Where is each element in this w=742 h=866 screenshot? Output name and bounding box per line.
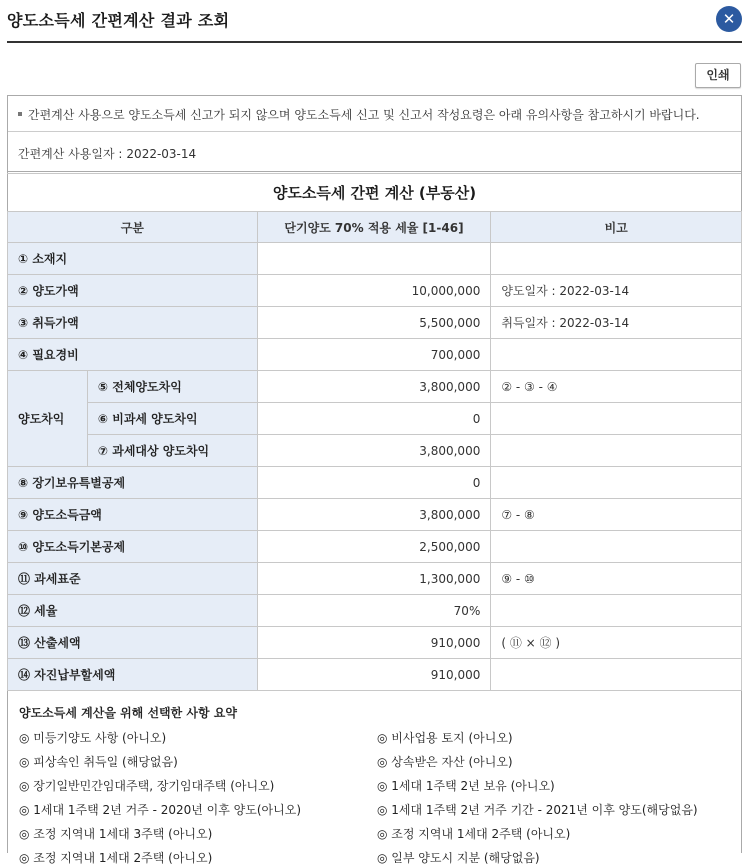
row-value: 3,800,000: [257, 499, 491, 531]
header-category: 구분: [8, 212, 258, 243]
table-row: [8, 371, 742, 403]
summary-list: [19, 729, 741, 866]
row-value: 910,000: [257, 659, 491, 691]
table-title: 양도소득세 간편 계산 (부동산): [8, 174, 742, 212]
bullet-icon: [18, 112, 22, 116]
dialog-header: [0, 0, 742, 44]
row-value: 3,800,000: [257, 371, 491, 403]
row-label: ① 소재지: [8, 243, 258, 275]
row-value: 5,500,000: [257, 307, 491, 339]
row-note: [491, 531, 742, 563]
summary-item: ◎ 일부 양도시 지분 (해당없음): [377, 851, 540, 865]
row-label: ⑨ 양도소득금액: [8, 499, 258, 531]
print-button[interactable]: 인쇄: [695, 63, 741, 88]
table-row: [8, 243, 742, 275]
dialog-title: 양도소득세 간편계산 결과 조회: [7, 11, 230, 30]
table-row: [8, 595, 742, 627]
row-label: ⑬ 산출세액: [8, 627, 258, 659]
row-label: ③ 취득가액: [8, 307, 258, 339]
summary-item: ◎ 1세대 1주택 2년 보유 (아니오): [377, 779, 555, 793]
row-note: [491, 595, 742, 627]
row-note: 취득일자 : 2022-03-14: [491, 307, 742, 339]
summary-item: ◎ 상속받은 자산 (아니오): [377, 755, 513, 769]
table-row: [8, 339, 742, 371]
row-note: [491, 339, 742, 371]
header-divider: [7, 41, 742, 43]
row-label: ⑭ 자진납부할세액: [8, 659, 258, 691]
summary-item: ◎ 1세대 1주택 2년 거주 - 2020년 이후 양도(아니오): [19, 803, 302, 817]
row-note: [491, 435, 742, 467]
row-label: ② 양도가액: [8, 275, 258, 307]
row-value: 10,000,000: [257, 275, 491, 307]
row-note: 양도일자 : 2022-03-14: [491, 275, 742, 307]
row-label: ④ 필요경비: [8, 339, 258, 371]
use-date-value: 2022-03-14: [126, 147, 197, 161]
row-value: [257, 243, 491, 275]
summary-item: ◎ 1세대 1주택 2년 거주 기간 - 2021년 이후 양도(해당없음): [377, 803, 698, 817]
row-note: [491, 467, 742, 499]
summary-item: ◎ 미등기양도 사항 (아니오): [19, 731, 167, 745]
table-row: [8, 563, 742, 595]
summary-item: ◎ 조정 지역내 1세대 2주택 (아니오): [377, 827, 571, 841]
row-label: ⑧ 장기보유특별공제: [8, 467, 258, 499]
row-value: 910,000: [257, 627, 491, 659]
row-note: ② - ③ - ④: [491, 371, 742, 403]
calc-table: [7, 173, 742, 691]
header-rate: 단기양도 70% 적용 세율 [1-46]: [257, 212, 491, 243]
row-value: 700,000: [257, 339, 491, 371]
table-row: [8, 659, 742, 691]
table-row: [8, 275, 742, 307]
use-date: [8, 132, 741, 172]
row-value: 1,300,000: [257, 563, 491, 595]
result-frame: [7, 95, 742, 865]
selection-summary: [8, 692, 741, 866]
summary-item: ◎ 피상속인 취득일 (해당없음): [19, 755, 178, 769]
row-value: 2,500,000: [257, 531, 491, 563]
notice-text: 간편계산 사용으로 양도소득세 신고가 되지 않으며 양도소득세 신고 및 신고서 작성요령은 아래 유의사항을 참고하시기 바랍니다.: [28, 108, 700, 122]
row-value: 70%: [257, 595, 491, 627]
table-row: [8, 435, 742, 467]
table-row: [8, 307, 742, 339]
table-row: [8, 531, 742, 563]
row-note: [491, 659, 742, 691]
row-label: ⑪ 과세표준: [8, 563, 258, 595]
row-note: ⑦ - ⑧: [491, 499, 742, 531]
close-icon[interactable]: ✕: [716, 6, 742, 32]
header-note: 비고: [491, 212, 742, 243]
row-label: ⑫ 세율: [8, 595, 258, 627]
row-label: ⑦ 과세대상 양도차익: [87, 435, 257, 467]
row-note: ⑨ - ⑩: [491, 563, 742, 595]
row-value: 0: [257, 467, 491, 499]
notice-box: [8, 96, 741, 132]
row-label: ⑩ 양도소득기본공제: [8, 531, 258, 563]
use-date-label: 간편계산 사용일자 :: [18, 147, 123, 161]
row-note: ( ⑪ × ⑫ ): [491, 627, 742, 659]
table-row: [8, 627, 742, 659]
row-value: 3,800,000: [257, 435, 491, 467]
row-value: 0: [257, 403, 491, 435]
table-row: [8, 403, 742, 435]
row-label: ⑥ 비과세 양도차익: [87, 403, 257, 435]
table-row: [8, 467, 742, 499]
summary-item: ◎ 비사업용 토지 (아니오): [377, 731, 513, 745]
summary-item: ◎ 장기일반민간임대주택, 장기임대주택 (아니오): [19, 779, 275, 793]
group-label: 양도차익: [8, 371, 88, 467]
summary-title: 양도소득세 계산을 위해 선택한 사항 요약: [19, 706, 237, 720]
row-note: [491, 403, 742, 435]
summary-item: ◎ 조정 지역내 1세대 3주택 (아니오): [19, 827, 213, 841]
table-row: [8, 499, 742, 531]
summary-item: ◎ 조정 지역내 1세대 2주택 (아니오): [19, 851, 213, 865]
row-label: ⑤ 전체양도차익: [87, 371, 257, 403]
row-note: [491, 243, 742, 275]
